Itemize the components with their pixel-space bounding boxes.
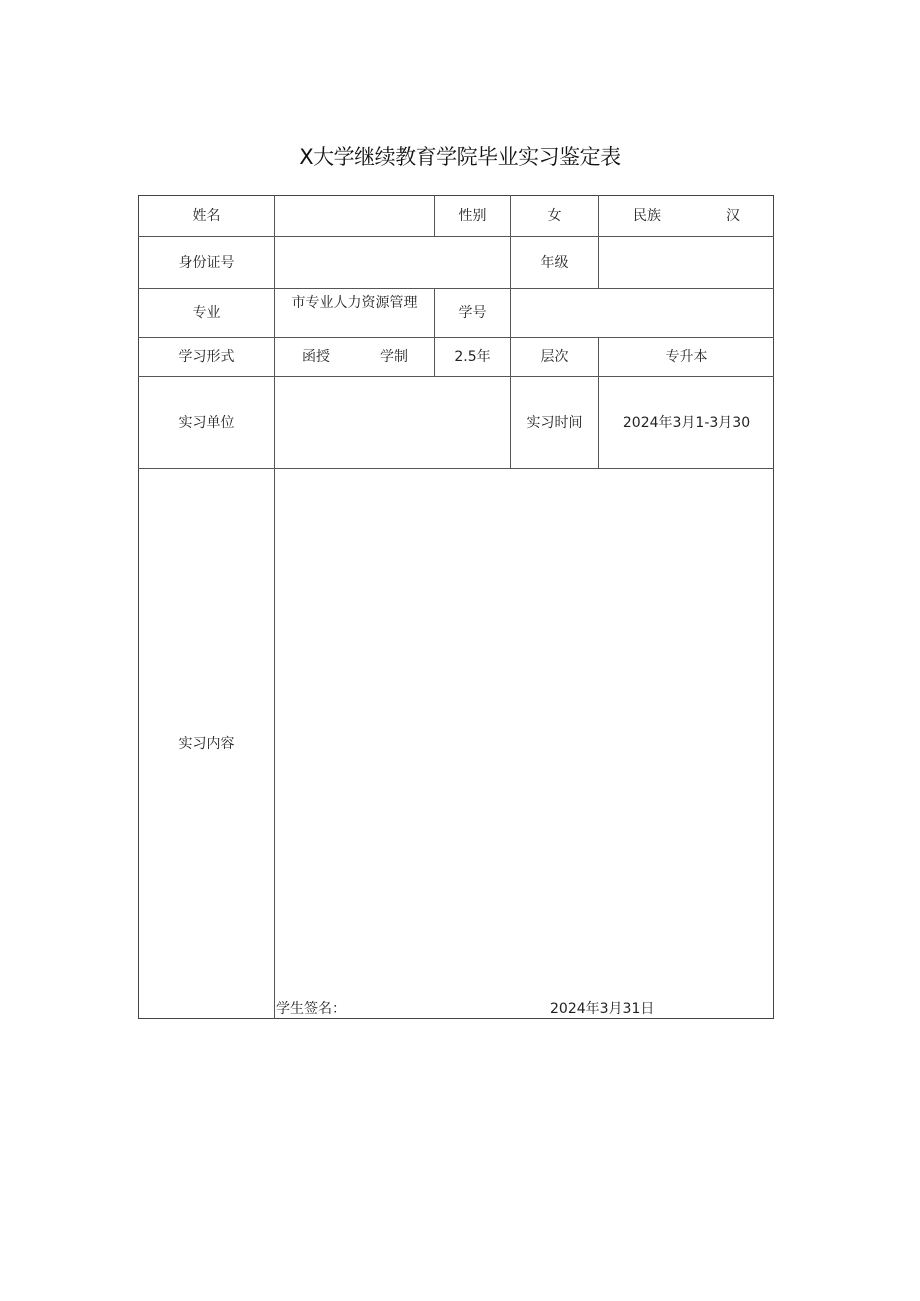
student-number-field[interactable] bbox=[511, 289, 774, 337]
grade-field[interactable] bbox=[599, 237, 774, 288]
signature-date: 2024年3月31日 bbox=[550, 1001, 655, 1017]
ethnicity-value[interactable]: 汉 bbox=[726, 208, 740, 224]
study-mode-label: 学习形式 bbox=[178, 349, 235, 365]
internship-unit-label: 实习单位 bbox=[178, 414, 235, 431]
level-label: 层次 bbox=[540, 349, 569, 365]
page-title: X大学继续教育学院毕业实习鉴定表 bbox=[299, 145, 621, 169]
internship-content-field[interactable] bbox=[275, 469, 774, 994]
name-label: 姓名 bbox=[192, 208, 221, 224]
student-number-label: 学号 bbox=[458, 305, 487, 321]
major-label: 专业 bbox=[192, 305, 221, 321]
grade-label: 年级 bbox=[540, 254, 569, 271]
internship-period-value[interactable]: 2024年3月1-3月30 bbox=[622, 414, 751, 431]
internship-unit-field[interactable] bbox=[275, 377, 510, 468]
study-mode-value[interactable]: 函授 bbox=[302, 349, 330, 365]
id-number-label: 身份证号 bbox=[178, 254, 235, 271]
student-signature-label: 学生签名： bbox=[276, 1001, 346, 1017]
major-value[interactable]: 市专业人力资源管理 bbox=[291, 295, 418, 311]
ethnicity-label: 民族 bbox=[633, 208, 661, 224]
duration-value[interactable]: 2.5年 bbox=[454, 349, 491, 365]
gender-value[interactable]: 女 bbox=[547, 208, 562, 224]
id-number-field[interactable] bbox=[275, 237, 510, 288]
name-field[interactable] bbox=[275, 196, 434, 236]
duration-label: 学制 bbox=[380, 349, 408, 365]
internship-period-label: 实习时间 bbox=[526, 414, 583, 431]
gender-label: 性别 bbox=[458, 208, 487, 224]
internship-content-label: 实习内容 bbox=[178, 736, 235, 752]
level-value[interactable]: 专升本 bbox=[665, 349, 708, 365]
